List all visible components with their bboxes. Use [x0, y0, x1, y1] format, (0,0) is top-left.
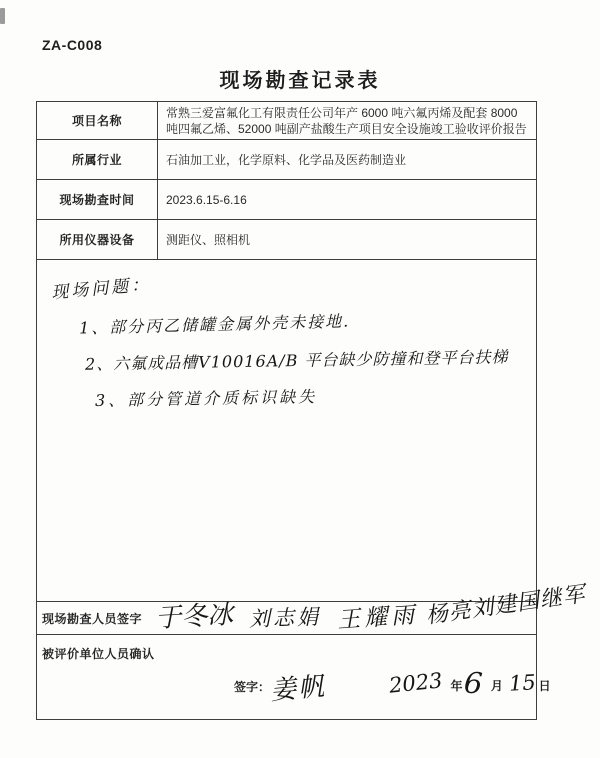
- record-table: [36, 101, 588, 720]
- date-month: 6: [463, 665, 485, 701]
- field-value-project-name: 常熟三爱富氟化工有限责任公司年产 6000 吨六氟丙烯及配套 8000 吨四氟乙烯、52000 吨副产盐酸生产项目安全设施竣工验收评价报告: [158, 102, 537, 140]
- signature: 刘志娟: [248, 604, 322, 632]
- handwritten-problem-item: 1、部分丙乙储罐金属外壳未接地.: [78, 311, 351, 338]
- field-label-project-name: 项目名称: [37, 102, 158, 140]
- table-row: [37, 220, 537, 260]
- handwritten-problem-item: 2、六氟成品槽V10016A/B 平台缺少防撞和登平台扶梯: [84, 347, 509, 374]
- confirmation-cell: [37, 635, 551, 720]
- handwritten-problems-heading: 现场问题：: [50, 274, 152, 304]
- field-label-equipment: 所用仪器设备: [37, 220, 158, 260]
- month-unit-label: 月: [490, 679, 503, 693]
- sign-here-label: 签字：: [234, 680, 271, 694]
- surveyor-signatures-cell: [37, 581, 588, 635]
- problems-cell: [37, 260, 537, 602]
- field-label-industry: 所属行业: [37, 140, 158, 180]
- handwritten-problem-item: 3、部分管道介质标识缺失: [94, 387, 318, 410]
- signature: 王耀雨: [336, 602, 419, 634]
- date-year: 2023: [387, 668, 444, 698]
- page-title: 现场勘查记录表: [219, 70, 381, 92]
- date-day: 15: [508, 670, 537, 696]
- table-row: [37, 180, 537, 220]
- table-row-confirmation: [37, 635, 537, 720]
- field-value-industry: 石油加工业，化学原料、化学品及医药制造业: [158, 140, 537, 180]
- field-value-equipment: 测距仪、照相机: [158, 220, 537, 260]
- form-code: ZA-C008: [42, 37, 103, 53]
- table-row-surveyor-signatures: [37, 602, 537, 635]
- day-unit-label: 日: [538, 679, 551, 693]
- confirmation-label: 被评价单位人员确认: [42, 647, 155, 661]
- surveyor-signatures-label: 现场勘查人员签字: [42, 612, 143, 626]
- signature: 姜帆: [269, 671, 328, 707]
- table-row-problems: [37, 260, 537, 602]
- field-label-survey-time: 现场勘查时间: [37, 180, 158, 220]
- handwritten-date: [387, 663, 551, 701]
- table-row: [37, 102, 537, 140]
- signature: 杨亮刘建国继军: [424, 581, 588, 630]
- scan-artifact-smudge: [0, 8, 5, 24]
- year-unit-label: 年: [450, 679, 463, 693]
- signature: 于冬冰: [154, 599, 234, 635]
- table-row: [37, 140, 537, 180]
- field-value-survey-time: 2023.6.15-6.16: [158, 180, 537, 220]
